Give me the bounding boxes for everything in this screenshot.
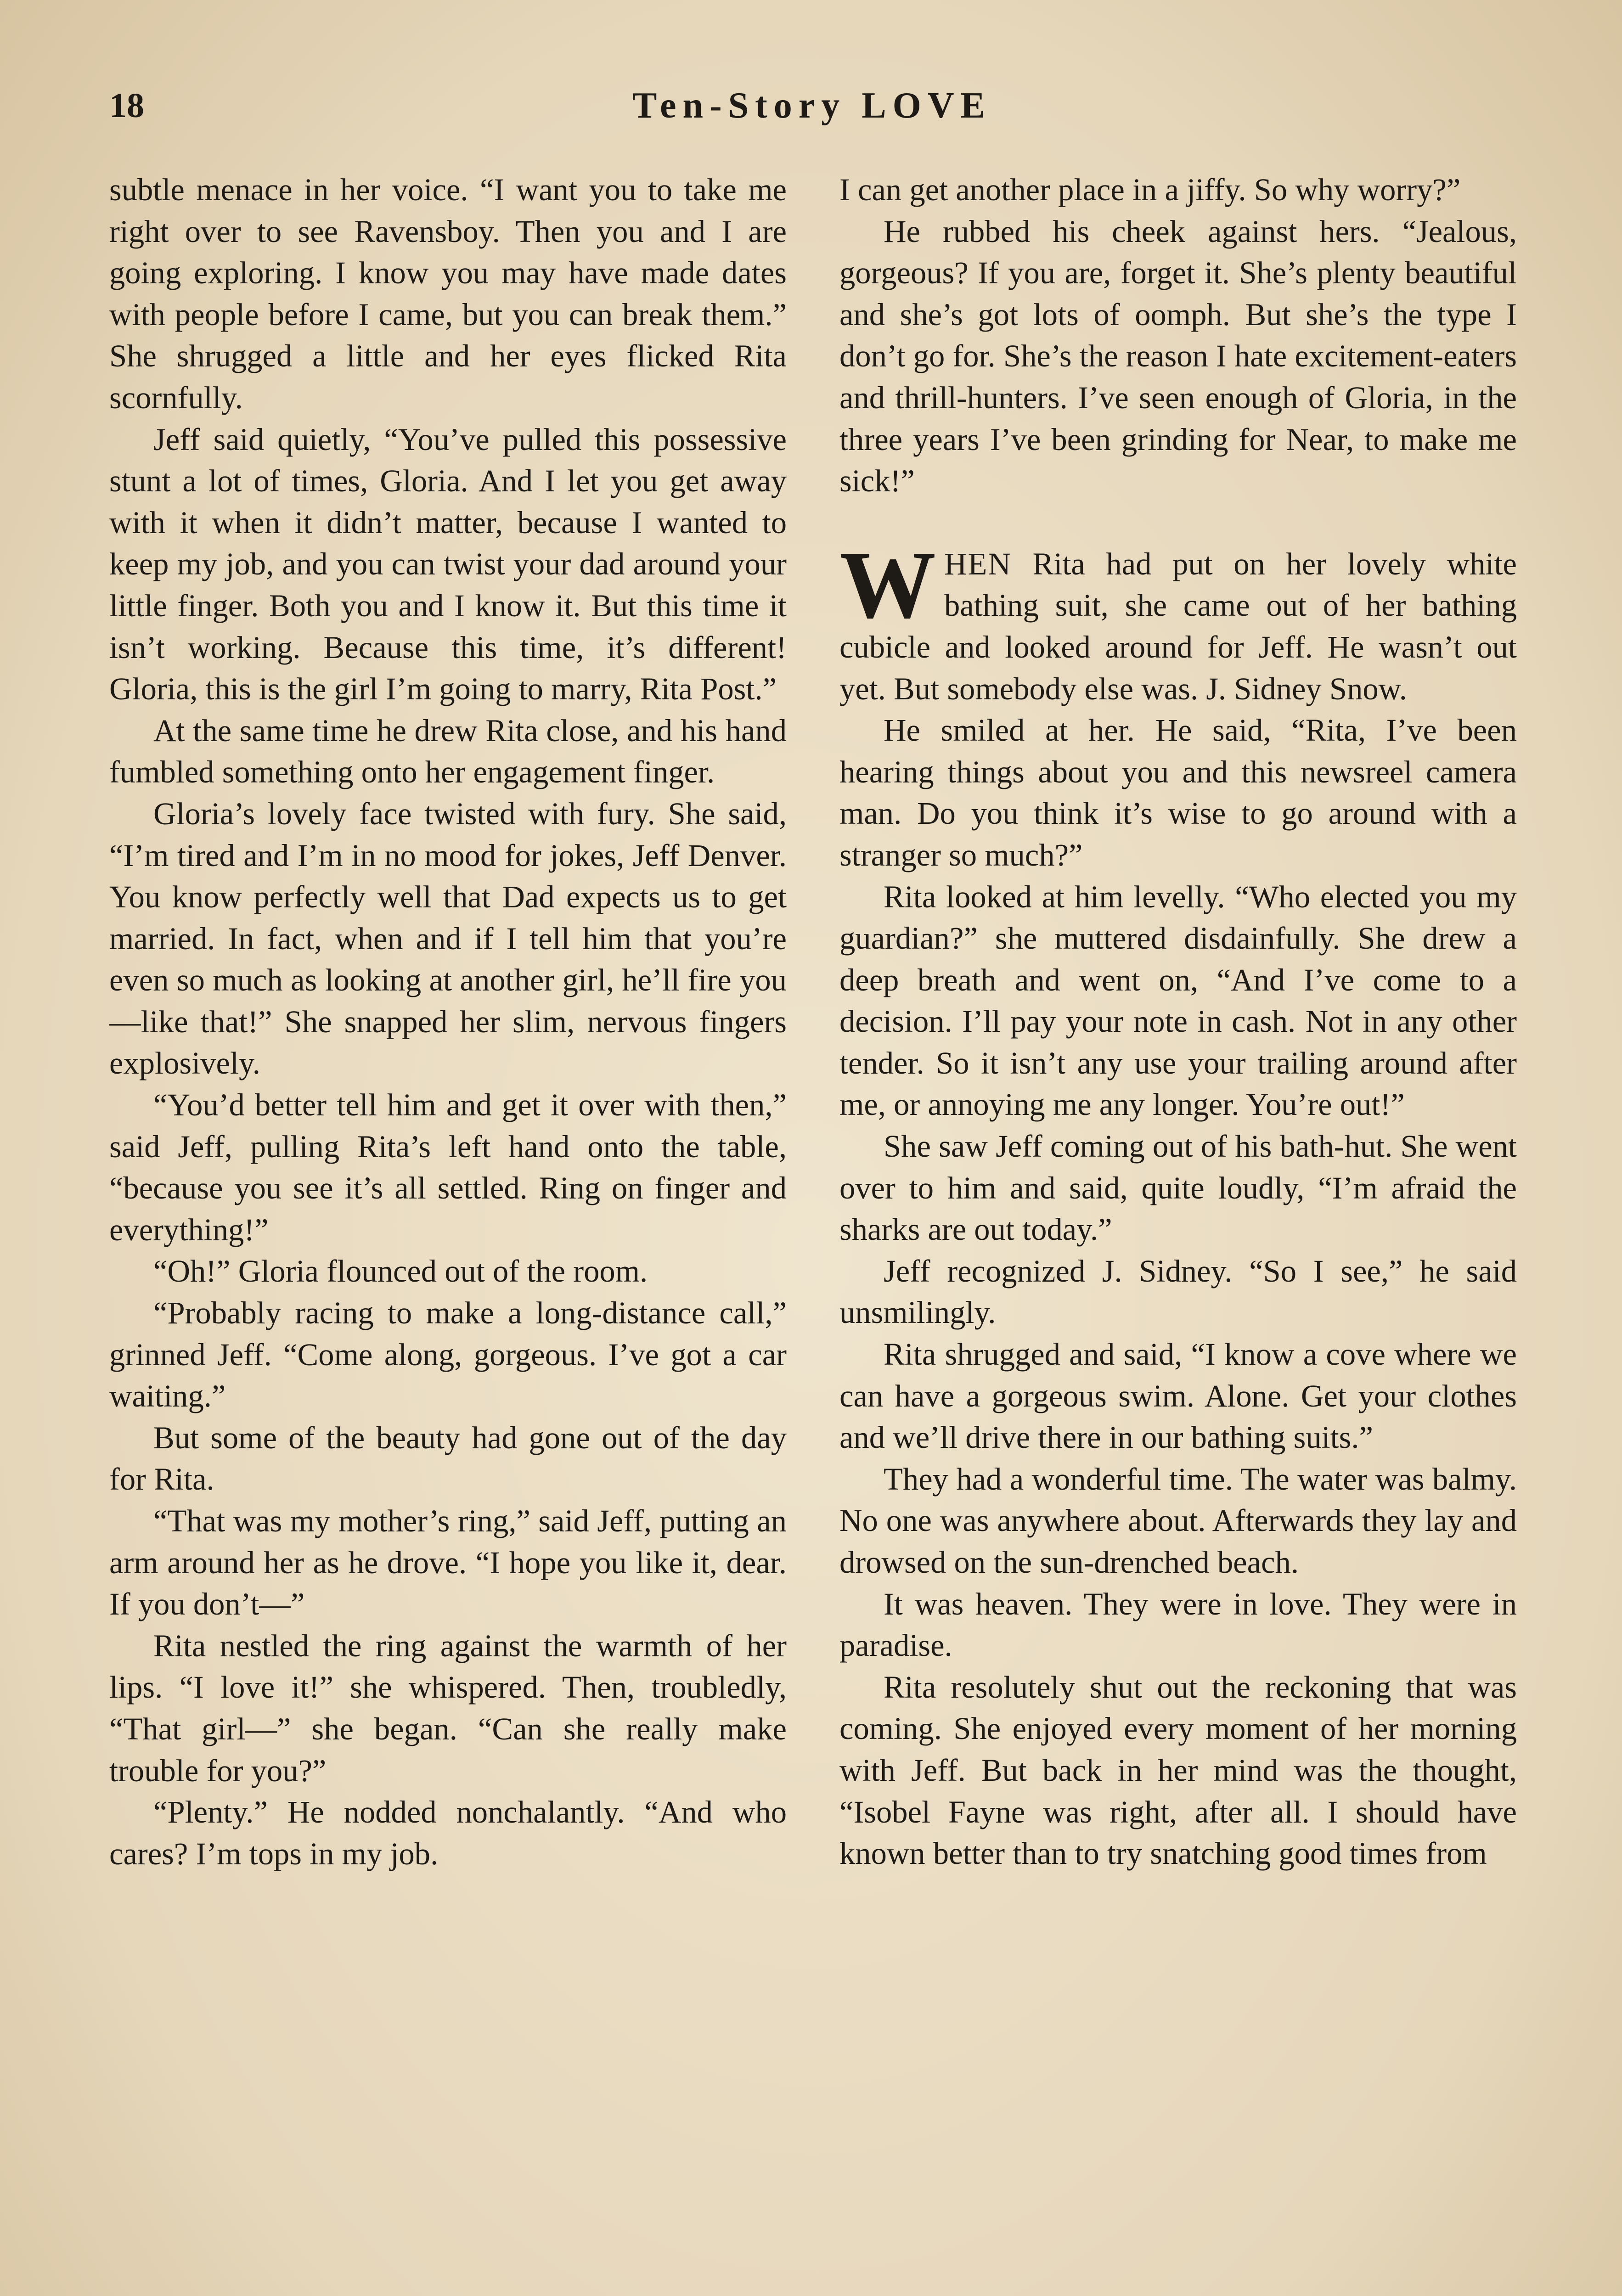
paragraph: But some of the beauty had gone out of the day for Rita. [109,1420,787,1497]
left-column [109,169,787,1874]
drop-cap: W [839,531,936,638]
paragraph: “Oh!” Gloria flounced out of the room. [153,1254,648,1289]
paragraph: subtle menace in her voice. “I want you to take me right over to see Ravensboy. Then you and I are going exploring. I know you may have made dates with people before I came, but you can break them.” She shrugged a little and her eyes flicked Rita scornfully. [109,172,787,415]
paragraph: “You’d better tell him and get it over with then,” said Jeff, pulling Rita’s left hand onto the table, “because you see it’s all settled. Ring on finger and everything!” [109,1087,787,1247]
paragraph: Jeff recognized J. Sidney. “So I see,” he said unsmilingly. [839,1253,1517,1330]
page-header [109,78,1515,133]
paragraph: Rita resolutely shut out the reckoning that was coming. She enjoyed every moment of her morning with Jeff. But back in her mind was the thought, “Isobel Fayne was right, after all. I should have known better than to try snatching good times from [839,1669,1517,1871]
paragraph: Rita nestled the ring against the warmth of her lips. “I love it!” she whispered. Then, troubledly, “That girl—” she began. “Can she really make trouble for you?” [109,1628,787,1788]
section-opening-text: Rita had put on her lovely white bathing suit, she came out of her bathing cubicle and looked around for Jeff. He wasn’t out yet. But somebody else was. J. Sidney Snow. [839,546,1517,706]
paragraph: They had a wonderful time. The water was balmy. No one was anywhere about. Afterwards they lay and drowsed on the sun-drenched beach. [839,1461,1517,1580]
paragraph: Rita looked at him levelly. “Who elected you my guardian?” she muttered disdainfully. She drew a deep breath and went on, “And I’ve come to a decision. I’ll pay your note in cash. Not in any other tender. So it isn’t any use your trailing around after me, or annoying me any longer. You’re out!” [839,879,1517,1122]
lead-in-smallcaps: HEN [944,546,1012,581]
paragraph: Rita shrugged and said, “I know a cove where we can have a gorgeous swim. Alone. Get your clothes and we’ll drive there in our bathing suits.” [839,1337,1517,1455]
paragraph: Jeff said quietly, “You’ve pulled this possessive stunt a lot of times, Gloria. And I let you get away with it when it didn’t matter, because I wanted to keep my job, and you can twist your dad around your little finger. Both you and I know it. But this time it isn’t working. Because this time, it’s different! Gloria, this is the girl I’m going to marry, Rita Post.” [109,422,787,707]
paragraph: She saw Jeff coming out of his bath-hut. She went over to him and said, quite loudly, “I’m afraid the sharks are out today.” [839,1129,1517,1247]
magazine-title: Ten-Story LOVE [632,85,991,126]
paragraph: “That was my mother’s ring,” said Jeff, putting an arm around her as he drove. “I hope you like it, dear. If you don’t—” [109,1503,787,1622]
paragraph: It was heaven. They were in love. They were in paradise. [839,1586,1517,1663]
section-opening-paragraph [839,531,1517,709]
paragraph: At the same time he drew Rita close, and his hand fumbled something onto her engagement finger. [109,713,787,790]
paragraph: He rubbed his cheek against hers. “Jealous, gorgeous? If you are, forget it. She’s plenty beautiful and she’s got lots of oomph. But she’s the type I don’t go for. She’s the reason I hate excitement-eaters and thrill-hunters. I’ve seen enough of Gloria, in the three years I’ve been grinding for Near, to make me sick!” [839,214,1517,499]
paragraph: “Probably racing to make a long-distance call,” grinned Jeff. “Come along, gorgeous. I’ve got a car waiting.” [109,1295,787,1414]
paragraph: I can get another place in a jiffy. So why worry?” [839,172,1461,207]
right-column [839,169,1517,1874]
section-break [839,502,1517,543]
paragraph: Gloria’s lovely face twisted with fury. She said, “I’m tired and I’m in no mood for jokes, Jeff Denver. You know perfectly well that Dad expects us to get married. In fact, when and if I tell him that you’re even so much as looking at another girl, he’ll fire you—like that!” She snapped her slim, nervous fingers explosively. [109,796,787,1081]
paragraph: He smiled at her. He said, “Rita, I’ve been hearing things about you and this newsreel camera man. Do you think it’s wise to go around with a stranger so much?” [839,713,1517,872]
page-number: 18 [109,86,144,125]
paragraph: “Plenty.” He nodded nonchalantly. “And who cares? I’m tops in my job. [109,1795,787,1871]
